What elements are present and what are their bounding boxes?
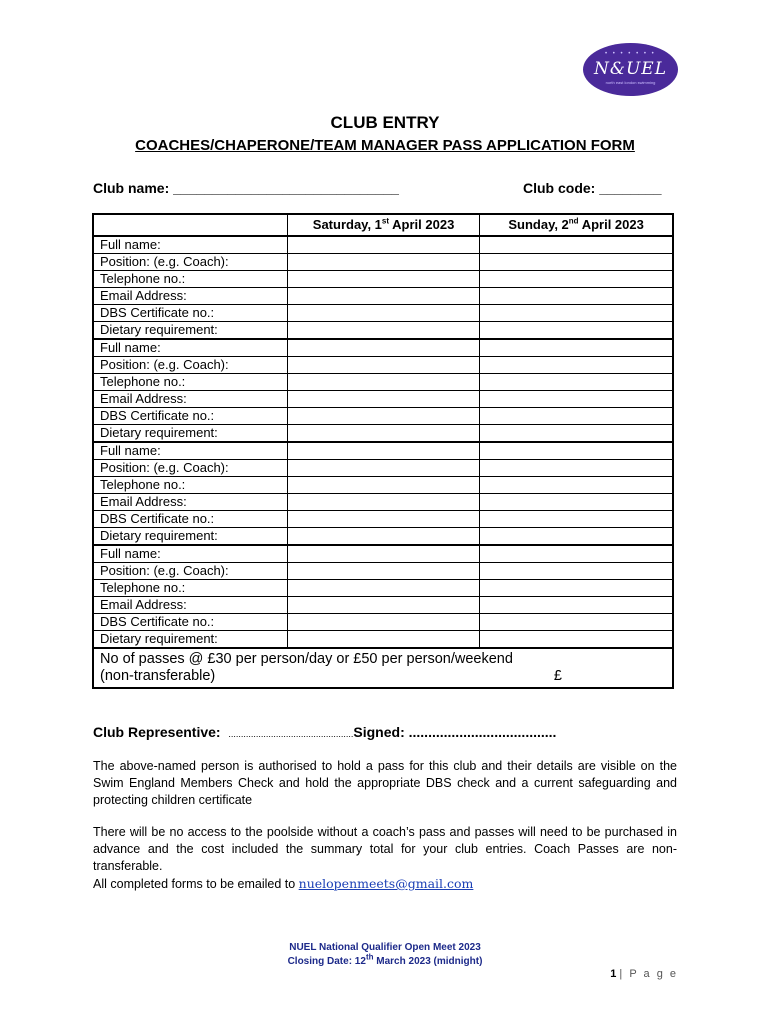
saturday-input-cell[interactable] <box>287 631 479 649</box>
sunday-input-cell[interactable] <box>480 631 673 649</box>
logo-tagline: north east london swimming <box>605 79 656 85</box>
field-label: DBS Certificate no.: <box>93 511 287 528</box>
table-row <box>93 339 673 357</box>
table-row <box>93 545 673 563</box>
passes-price-text: No of passes @ £30 per person/day or £50 per person/weekend <box>100 651 513 667</box>
footer-closing-date: Closing Date: 12th March 2023 (midnight) <box>287 952 483 967</box>
table-row <box>93 236 673 254</box>
sunday-input-cell[interactable] <box>480 408 673 425</box>
nuel-logo <box>583 43 678 96</box>
authorisation-paragraph: The above-named person is authorised to hold a pass for this club and their details are visible on the Swim England Members Check and hold the appropriate DBS check and a current safeguarding and protecting children certificate <box>93 759 677 807</box>
saturday-input-cell[interactable] <box>287 580 479 597</box>
saturday-input-cell[interactable] <box>287 477 479 494</box>
saturday-input-cell[interactable] <box>287 271 479 288</box>
saturday-input-cell[interactable] <box>287 494 479 511</box>
field-label: Telephone no.: <box>93 374 287 391</box>
passes-row <box>93 648 673 688</box>
saturday-input-cell[interactable] <box>287 288 479 305</box>
saturday-input-cell[interactable] <box>287 511 479 528</box>
saturday-input-cell[interactable] <box>287 236 479 254</box>
table-row <box>93 614 673 631</box>
sunday-input-cell[interactable] <box>480 254 673 271</box>
club-code-field[interactable]: ________ <box>599 180 662 196</box>
saturday-input-cell[interactable] <box>287 339 479 357</box>
saturday-input-cell[interactable] <box>287 528 479 546</box>
rep-label: Club Representive: <box>93 724 221 740</box>
saturday-input-cell[interactable] <box>287 357 479 374</box>
field-label: Email Address: <box>93 391 287 408</box>
saturday-input-cell[interactable] <box>287 597 479 614</box>
table-row <box>93 494 673 511</box>
saturday-input-cell[interactable] <box>287 305 479 322</box>
field-label: Dietary requirement: <box>93 322 287 340</box>
email-prefix: All completed forms to be emailed to <box>93 877 299 891</box>
logo-dots: • • • • • • • <box>605 51 656 57</box>
field-label: Telephone no.: <box>93 477 287 494</box>
signed-field[interactable]: Signed: ...................................... <box>353 724 557 740</box>
table-row <box>93 460 673 477</box>
table-row <box>93 442 673 460</box>
field-label: Email Address: <box>93 597 287 614</box>
field-label: Full name: <box>93 545 287 563</box>
page-title: CLUB ENTRY <box>330 113 440 132</box>
saturday-input-cell[interactable] <box>287 391 479 408</box>
sunday-input-cell[interactable] <box>480 442 673 460</box>
field-label: Dietary requirement: <box>93 425 287 443</box>
header-saturday: Saturday, 1st April 2023 <box>287 214 479 236</box>
saturday-input-cell[interactable] <box>287 614 479 631</box>
sunday-input-cell[interactable] <box>480 357 673 374</box>
field-label: Position: (e.g. Coach): <box>93 460 287 477</box>
field-label: Dietary requirement: <box>93 528 287 546</box>
passes-total-field[interactable]: £ <box>553 668 562 684</box>
non-transferable-text: (non-transferable) <box>100 668 216 684</box>
club-code-group <box>523 180 662 196</box>
saturday-input-cell[interactable] <box>287 563 479 580</box>
sunday-input-cell[interactable] <box>480 563 673 580</box>
saturday-input-cell[interactable] <box>287 425 479 443</box>
field-label: Position: (e.g. Coach): <box>93 357 287 374</box>
rep-signature-line[interactable]: .................................................. <box>228 729 354 739</box>
field-label: Position: (e.g. Coach): <box>93 254 287 271</box>
sunday-input-cell[interactable] <box>480 305 673 322</box>
table-row <box>93 477 673 494</box>
field-label: Dietary requirement: <box>93 631 287 649</box>
sunday-input-cell[interactable] <box>480 511 673 528</box>
table-row <box>93 580 673 597</box>
passes-cell[interactable] <box>93 648 673 688</box>
saturday-input-cell[interactable] <box>287 322 479 340</box>
table-row <box>93 511 673 528</box>
sunday-input-cell[interactable] <box>480 580 673 597</box>
club-name-label: Club name: <box>93 180 170 196</box>
sunday-input-cell[interactable] <box>480 545 673 563</box>
table-row <box>93 357 673 374</box>
saturday-input-cell[interactable] <box>287 374 479 391</box>
table-row <box>93 271 673 288</box>
club-info-row <box>93 180 673 196</box>
passes-line2 <box>100 668 666 685</box>
saturday-input-cell[interactable] <box>287 460 479 477</box>
sunday-input-cell[interactable] <box>480 322 673 340</box>
header-sunday: Sunday, 2nd April 2023 <box>480 214 673 236</box>
table-row <box>93 322 673 340</box>
sunday-input-cell[interactable] <box>480 614 673 631</box>
sunday-input-cell[interactable] <box>480 339 673 357</box>
sunday-input-cell[interactable] <box>480 425 673 443</box>
email-link[interactable]: nuelopenmeets@gmail.com <box>298 876 474 891</box>
table-row <box>93 631 673 649</box>
page-number: 1 | P a g e <box>610 968 678 980</box>
field-label: DBS Certificate no.: <box>93 305 287 322</box>
table-row <box>93 374 673 391</box>
club-representative-row <box>93 724 556 740</box>
field-label: Email Address: <box>93 494 287 511</box>
table-row <box>93 563 673 580</box>
field-label: Full name: <box>93 442 287 460</box>
sunday-input-cell[interactable] <box>480 374 673 391</box>
table-row <box>93 408 673 425</box>
club-code-label: Club code: <box>523 180 596 196</box>
table-row <box>93 597 673 614</box>
table-row <box>93 391 673 408</box>
sunday-input-cell[interactable] <box>480 391 673 408</box>
page-subtitle: COACHES/CHAPERONE/TEAM MANAGER PASS APPLICATION FORM <box>135 137 635 154</box>
sunday-input-cell[interactable] <box>480 460 673 477</box>
field-label: Telephone no.: <box>93 271 287 288</box>
table-row <box>93 254 673 271</box>
saturday-input-cell[interactable] <box>287 408 479 425</box>
field-label: Position: (e.g. Coach): <box>93 563 287 580</box>
saturday-input-cell[interactable] <box>287 254 479 271</box>
access-paragraph: There will be no access to the poolside without a coach’s pass and passes will need to be purchased in advance and the cost included the summary total for your club entries. Coach Passes are non-transferable. <box>93 825 677 873</box>
field-label: Telephone no.: <box>93 580 287 597</box>
table-row <box>93 425 673 443</box>
footer-meet-name: NUEL National Qualifier Open Meet 2023 <box>289 942 481 953</box>
table-row <box>93 305 673 322</box>
sunday-input-cell[interactable] <box>480 271 673 288</box>
email-paragraph <box>93 875 677 893</box>
logo-text: N&UEL <box>593 58 668 79</box>
table-row <box>93 288 673 305</box>
pass-application-table <box>92 213 674 689</box>
sunday-input-cell[interactable] <box>480 288 673 305</box>
footer <box>0 941 770 969</box>
sunday-input-cell[interactable] <box>480 597 673 614</box>
sunday-input-cell[interactable] <box>480 477 673 494</box>
field-label: Full name: <box>93 339 287 357</box>
saturday-input-cell[interactable] <box>287 442 479 460</box>
sunday-input-cell[interactable] <box>480 528 673 546</box>
field-label: Email Address: <box>93 288 287 305</box>
field-label: DBS Certificate no.: <box>93 408 287 425</box>
club-name-field[interactable]: _____________________________ <box>173 180 399 196</box>
field-label: Full name: <box>93 236 287 254</box>
sunday-input-cell[interactable] <box>480 494 673 511</box>
field-label: DBS Certificate no.: <box>93 614 287 631</box>
saturday-input-cell[interactable] <box>287 545 479 563</box>
table-header-row <box>93 214 673 236</box>
table-row <box>93 528 673 546</box>
sunday-input-cell[interactable] <box>480 236 673 254</box>
header-blank <box>93 214 287 236</box>
